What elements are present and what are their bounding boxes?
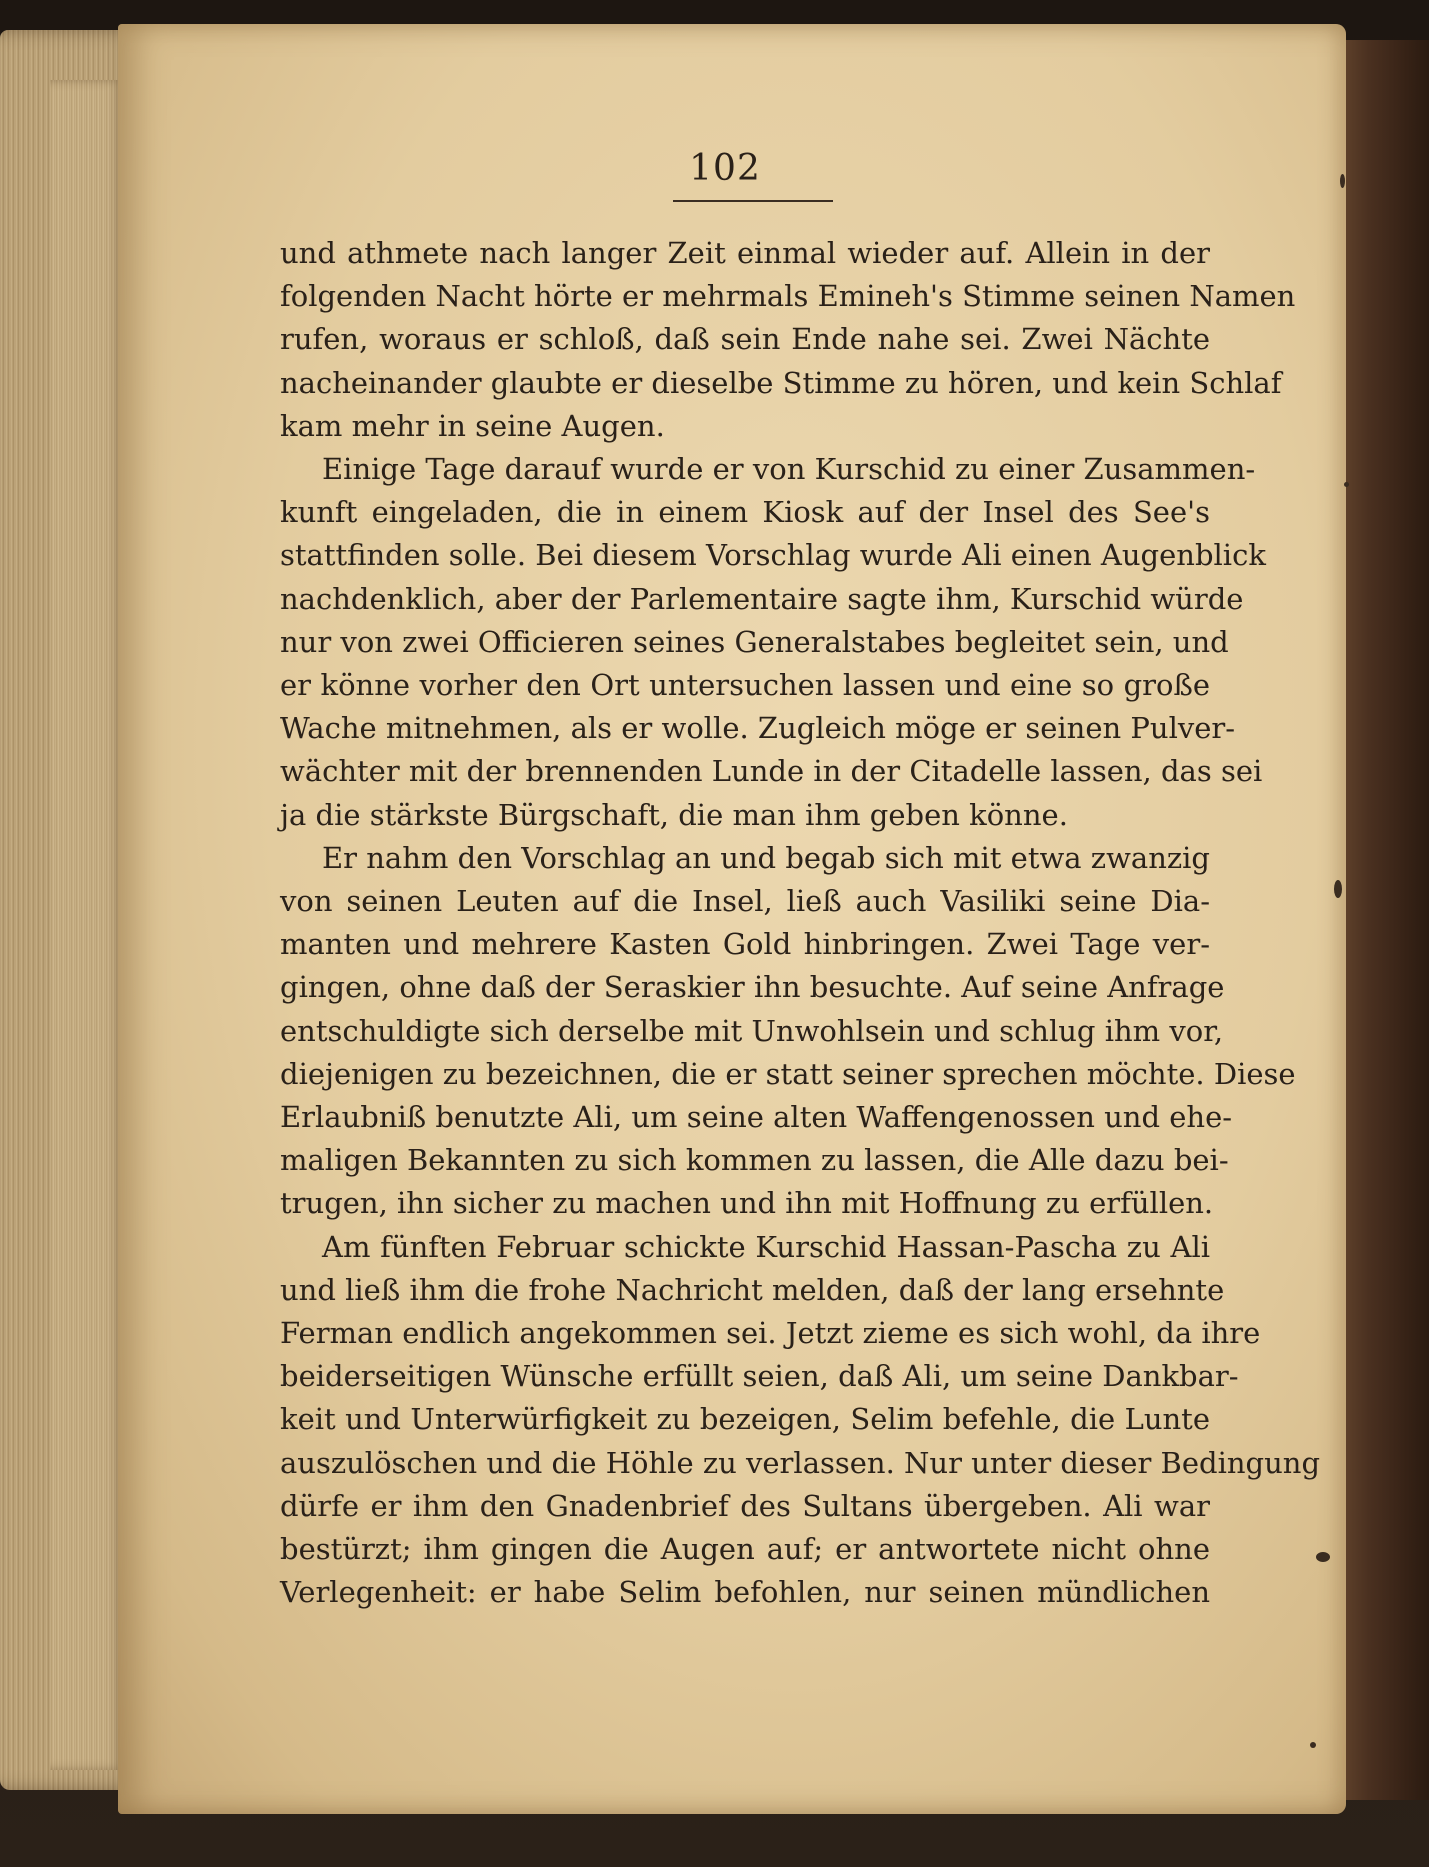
text-line: Am fünften Februar schickte Kurschid Hassan-Pascha zu Ali bbox=[322, 1229, 1210, 1264]
text-line: er könne vorher den Ort untersuchen lassen und eine so große bbox=[280, 668, 1210, 703]
text-line: bestürzt; ihm gingen die Augen auf; er antwortete nicht ohne bbox=[280, 1532, 1210, 1567]
text-line: rufen, woraus er schloß, daß sein Ende nahe sei. Zwei Nächte bbox=[280, 322, 1210, 357]
text-line: Einige Tage darauf wurde er von Kurschid zu einer Zusammen- bbox=[322, 452, 1256, 487]
ink-spot bbox=[1334, 880, 1342, 898]
text-line: auszulöschen und die Höhle zu verlassen. Nur unter dieser Bedingung bbox=[280, 1445, 1321, 1480]
text-line: wächter mit der brennenden Lunde in der Citadelle lassen, das sei bbox=[280, 754, 1263, 789]
text-line: von seinen Leuten auf die Insel, ließ auch Vasiliki seine Dia- bbox=[280, 884, 1210, 919]
text-line: folgenden Nacht hörte er mehrmals Emineh's Stimme seinen Namen bbox=[280, 279, 1296, 314]
text-line: kam mehr in seine Augen. bbox=[280, 408, 665, 443]
ink-spot bbox=[1340, 174, 1345, 188]
text-line: diejenigen zu bezeichnen, die er statt seiner sprechen möchte. Diese bbox=[280, 1056, 1296, 1091]
text-line: Ferman endlich angekommen sei. Jetzt zieme es sich wohl, da ihre bbox=[280, 1316, 1261, 1351]
text-line: Wache mitnehmen, als er wolle. Zugleich möge er seinen Pulver- bbox=[280, 711, 1236, 746]
ink-spot bbox=[1316, 1552, 1330, 1562]
text-line: kunft eingeladen, die in einem Kiosk auf der Insel des See's bbox=[280, 495, 1210, 530]
text-line: entschuldigte sich derselbe mit Unwohlsein und schlug ihm vor, bbox=[280, 1013, 1224, 1048]
page-text-block bbox=[280, 232, 1321, 1615]
text-line: Er nahm den Vorschlag an und begab sich mit etwa zwanzig bbox=[322, 840, 1210, 875]
text-line: und athmete nach langer Zeit einmal wieder auf. Allein in der bbox=[280, 236, 1210, 270]
text-line: beiderseitigen Wünsche erfüllt seien, daß Ali, um seine Dankbar- bbox=[280, 1359, 1239, 1394]
text-line: trugen, ihn sicher zu machen und ihn mit Hoffnung zu erfüllen. bbox=[280, 1186, 1214, 1221]
page-number: 102 bbox=[689, 148, 761, 189]
text-line: maligen Bekannten zu sich kommen zu lassen, die Alle dazu bei- bbox=[280, 1143, 1229, 1178]
ink-spot bbox=[1344, 482, 1349, 487]
text-line: keit und Unterwürfigkeit zu bezeigen, Selim befehle, die Lunte bbox=[280, 1402, 1210, 1437]
text-line: stattfinden solle. Bei diesem Vorschlag wurde Ali einen Augenblick bbox=[280, 538, 1266, 573]
page-number-rule bbox=[673, 200, 833, 202]
text-line: und ließ ihm die frohe Nachricht melden, daß der lang ersehnte bbox=[280, 1272, 1225, 1307]
text-line: ja die stärkste Bürgschaft, die man ihm geben könne. bbox=[280, 797, 1068, 832]
text-line: nacheinander glaubte er dieselbe Stimme zu hören, und kein Schlaf bbox=[280, 365, 1282, 400]
text-line: dürfe er ihm den Gnadenbrief des Sultans übergeben. Ali war bbox=[280, 1488, 1210, 1523]
ink-spot bbox=[1310, 1742, 1316, 1748]
text-line: gingen, ohne daß der Seraskier ihn besuchte. Auf seine Anfrage bbox=[280, 970, 1225, 1005]
page-stack-inner-edge bbox=[50, 80, 125, 1770]
text-line: Verlegenheit: er habe Selim befohlen, nur seinen mündlichen bbox=[280, 1575, 1210, 1610]
text-line: manten und mehrere Kasten Gold hinbringen. Zwei Tage ver- bbox=[280, 927, 1210, 962]
text-line: nur von zwei Officieren seines Generalstabes begleitet sein, und bbox=[280, 624, 1229, 659]
text-line: Erlaubniß benutzte Ali, um seine alten Waffengenossen und ehe- bbox=[280, 1100, 1233, 1135]
text-line: nachdenklich, aber der Parlementaire sagte ihm, Kurschid würde bbox=[280, 581, 1244, 616]
